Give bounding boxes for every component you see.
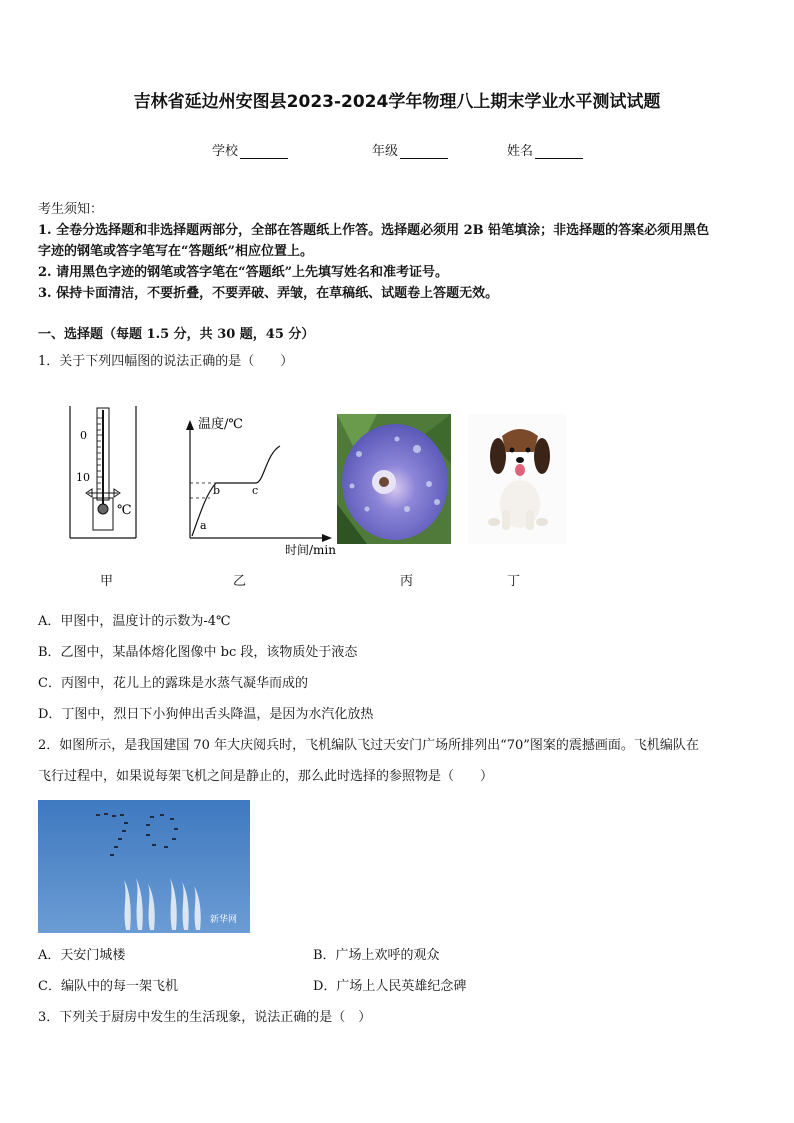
grade-field [372,140,448,159]
name-label: 姓名 [507,144,534,159]
page-title: 吉林省延边州安图县2023-2024学年物理八上期末学业水平测试试题 [133,92,661,112]
notice-item-2: 2. 请用黑色字迹的钢笔或答字笔在“答题纸”上先填写姓名和准考证号。 [38,265,449,280]
q3-stem: 3．下列关于厨房中发生的生活现象，说法正确的是（ ） [38,1010,372,1025]
q2-stem-line2: 飞行过程中，如果说每架飞机之间是静止的，那么此时选择的参照物是（ ） [38,769,494,784]
q2-option-b[interactable]: B．广场上欢呼的观众 [313,948,440,963]
airshow-photo [38,800,250,933]
melting-graph [180,414,345,560]
grade-blank[interactable] [400,146,448,159]
thermo-unit: ℃ [117,503,132,518]
thermometer-figure [66,404,140,544]
figure-label-yi: 乙 [233,574,247,589]
graph-point-c: c [252,484,259,497]
q2-option-a[interactable]: A．天安门城楼 [38,948,126,963]
thermo-tick-10: 10 [76,471,90,484]
photo-watermark: 新华网 [210,915,238,925]
q1-option-c[interactable]: C．丙图中，花儿上的露珠是水蒸气凝华而成的 [38,676,308,691]
figure-label-jia: 甲 [100,574,114,589]
notice-item-1-cont: 字迹的钢笔或答字笔写在“答题纸”相应位置上。 [38,244,313,259]
puppy-photo [468,414,566,544]
q1-stem: 1．关于下列四幅图的说法正确的是（ ） [38,354,294,369]
school-field [212,140,288,159]
flower-photo [337,414,451,544]
graph-ylabel: 温度/℃ [198,417,243,432]
q1-option-b[interactable]: B．乙图中，某晶体熔化图像中 bc 段，该物质处于液态 [38,645,358,660]
notice-item-3: 3. 保持卡面清洁，不要折叠，不要弄破、弄皱，在草稿纸、试题卷上答题无效。 [38,286,499,301]
q1-option-d[interactable]: D．丁图中，烈日下小狗伸出舌头降温，是因为水汽化放热 [38,707,374,722]
q2-option-c[interactable]: C．编队中的每一架飞机 [38,979,178,994]
q2-stem-line1: 2．如图所示，是我国建国 70 年大庆阅兵时，飞机编队飞过天安门广场所排列出“70”图案的震撼画面。飞机编队在 [38,738,699,753]
graph-xlabel: 时间/min [285,543,336,557]
name-field [507,140,583,159]
section-heading: 一、选择题（每题 1.5 分，共 30 题，45 分） [38,327,315,342]
graph-point-b: b [213,484,221,497]
name-blank[interactable] [535,146,583,159]
grade-label: 年级 [372,144,399,159]
figure-label-bing: 丙 [400,574,414,589]
q2-option-d[interactable]: D．广场上人民英雄纪念碑 [313,979,467,994]
thermo-tick-0: 0 [80,429,87,442]
notice-heading: 考生须知： [38,202,104,217]
school-blank[interactable] [240,146,288,159]
q1-option-a[interactable]: A．甲图中，温度计的示数为-4℃ [38,614,231,629]
notice-item-1: 1. 全卷分选择题和非选择题两部分，全部在答题纸上作答。选择题必须用 2B 铅笔填涂；非选择题的答案必须用黑色 [38,223,710,238]
graph-point-a: a [200,519,207,532]
school-label: 学校 [212,144,239,159]
figure-label-ding: 丁 [507,574,521,589]
